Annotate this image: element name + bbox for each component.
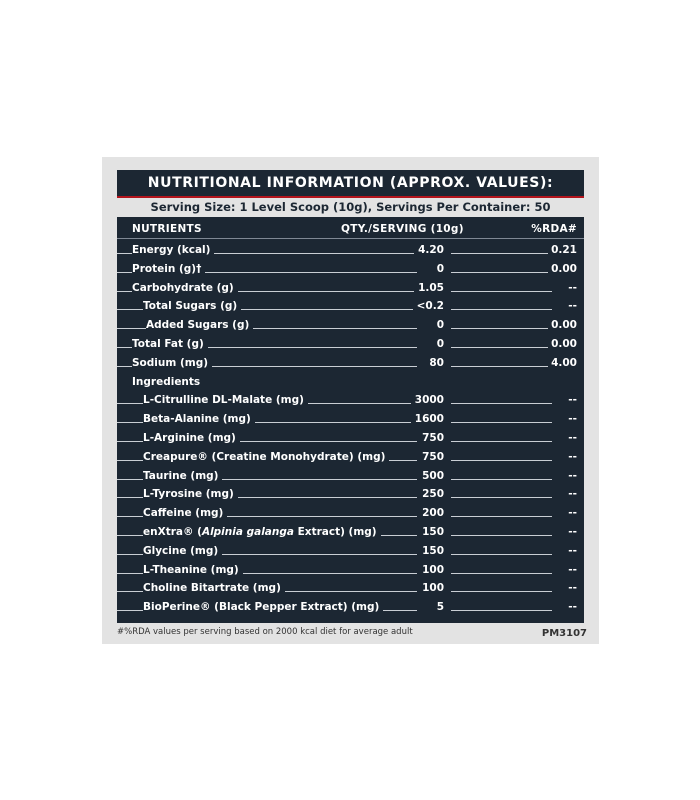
row-qty: 3000 — [411, 391, 444, 409]
section-heading — [117, 373, 584, 391]
row-rda: -- — [552, 598, 577, 616]
row-label: Creapure® (Creatine Monohydrate) (mg) — [143, 448, 389, 466]
row-qty: 100 — [418, 579, 444, 597]
header-rda: %RDA# — [531, 223, 577, 235]
row-label: Added Sugars (g) — [146, 316, 253, 334]
row-label: Energy (kcal) — [132, 241, 214, 259]
table-row — [117, 260, 584, 278]
row-qty: 750 — [418, 448, 444, 466]
row-rda: 4.00 — [548, 354, 577, 372]
header-nutrients: NUTRIENTS — [132, 223, 202, 235]
row-qty: 80 — [425, 354, 444, 372]
row-rda: 0.00 — [548, 335, 577, 353]
leader-line — [451, 309, 558, 310]
row-qty: 750 — [418, 429, 444, 447]
table-row — [117, 448, 584, 466]
row-label: L-Arginine (mg) — [143, 429, 240, 447]
table-row — [117, 241, 584, 259]
row-rda: -- — [552, 561, 577, 579]
table-row — [117, 561, 584, 579]
nutrition-table — [117, 217, 584, 623]
table-row — [117, 335, 584, 353]
header-qty: QTY./SERVING (10g) — [341, 223, 464, 235]
row-label: L-Citrulline DL-Malate (mg) — [143, 391, 308, 409]
row-qty: 200 — [418, 504, 444, 522]
row-qty: 0 — [433, 335, 444, 353]
row-rda: -- — [552, 504, 577, 522]
row-label: Total Fat (g) — [132, 335, 208, 353]
leader-line — [451, 573, 558, 574]
leader-line — [451, 535, 558, 536]
row-label: L-Tyrosine (mg) — [143, 485, 238, 503]
row-qty: 0 — [433, 260, 444, 278]
row-rda: -- — [552, 523, 577, 541]
leader-line — [451, 591, 558, 592]
row-label: L-Theanine (mg) — [143, 561, 243, 579]
serving-info: Serving Size: 1 Level Scoop (10g), Servings Per Container: 50 — [150, 200, 551, 214]
leader-line — [451, 403, 558, 404]
row-label: Protein (g)† — [132, 260, 205, 278]
row-label: enXtra® (Alpinia galanga Extract) (mg) — [143, 523, 381, 541]
row-label: Beta-Alanine (mg) — [143, 410, 255, 428]
leader-line — [451, 272, 558, 273]
table-row — [117, 279, 584, 297]
row-qty: 1600 — [411, 410, 444, 428]
table-row — [117, 523, 584, 541]
row-rda: -- — [552, 429, 577, 447]
row-qty: 1.05 — [414, 279, 444, 297]
leader-line — [451, 291, 558, 292]
product-code: PM3107 — [541, 628, 587, 639]
table-row — [117, 410, 584, 428]
leader-line — [451, 497, 558, 498]
row-label: Ingredients — [132, 373, 200, 391]
table-row — [117, 485, 584, 503]
table-row — [117, 354, 584, 372]
row-rda: 0.00 — [548, 316, 577, 334]
row-rda: -- — [552, 391, 577, 409]
table-row — [117, 504, 584, 522]
row-label: BioPerine® (Black Pepper Extract) (mg) — [143, 598, 383, 616]
row-rda: -- — [552, 297, 577, 315]
row-label: Taurine (mg) — [143, 467, 222, 485]
table-row — [117, 598, 584, 616]
row-qty: 500 — [418, 467, 444, 485]
row-rda: -- — [552, 542, 577, 560]
table-row — [117, 579, 584, 597]
table-row — [117, 429, 584, 447]
row-label: Glycine (mg) — [143, 542, 222, 560]
row-qty: 100 — [418, 561, 444, 579]
leader-line — [451, 366, 558, 367]
row-qty: 4.20 — [414, 241, 444, 259]
table-row — [117, 467, 584, 485]
row-qty: 150 — [418, 542, 444, 560]
leader-line — [451, 516, 558, 517]
row-rda: -- — [552, 485, 577, 503]
row-rda: -- — [552, 467, 577, 485]
header-divider — [117, 238, 584, 239]
row-qty: <0.2 — [413, 297, 444, 315]
row-qty: 5 — [433, 598, 444, 616]
leader-line — [451, 441, 558, 442]
row-rda: 0.21 — [548, 241, 577, 259]
table-row — [117, 316, 584, 334]
row-rda: -- — [552, 448, 577, 466]
row-rda: -- — [552, 279, 577, 297]
leader-line — [451, 347, 558, 348]
leader-line — [451, 610, 558, 611]
row-label: Sodium (mg) — [132, 354, 212, 372]
row-label: Choline Bitartrate (mg) — [143, 579, 285, 597]
table-row — [117, 297, 584, 315]
table-row — [117, 391, 584, 409]
row-rda: 0.00 — [548, 260, 577, 278]
row-label: Caffeine (mg) — [143, 504, 227, 522]
leader-line — [451, 554, 558, 555]
row-label: Carbohydrate (g) — [132, 279, 238, 297]
row-qty: 0 — [433, 316, 444, 334]
table-row — [117, 542, 584, 560]
row-label: Total Sugars (g) — [143, 297, 241, 315]
footnote: #%RDA values per serving based on 2000 kcal diet for average adult — [117, 627, 413, 637]
leader-line — [451, 253, 558, 254]
nutrition-label — [102, 157, 599, 644]
row-rda: -- — [552, 579, 577, 597]
leader-line — [451, 328, 558, 329]
leader-line — [451, 460, 558, 461]
row-rda: -- — [552, 410, 577, 428]
label-title: NUTRITIONAL INFORMATION (APPROX. VALUES): — [117, 170, 584, 198]
row-qty: 250 — [418, 485, 444, 503]
leader-line — [451, 479, 558, 480]
leader-line — [451, 422, 558, 423]
row-qty: 150 — [418, 523, 444, 541]
